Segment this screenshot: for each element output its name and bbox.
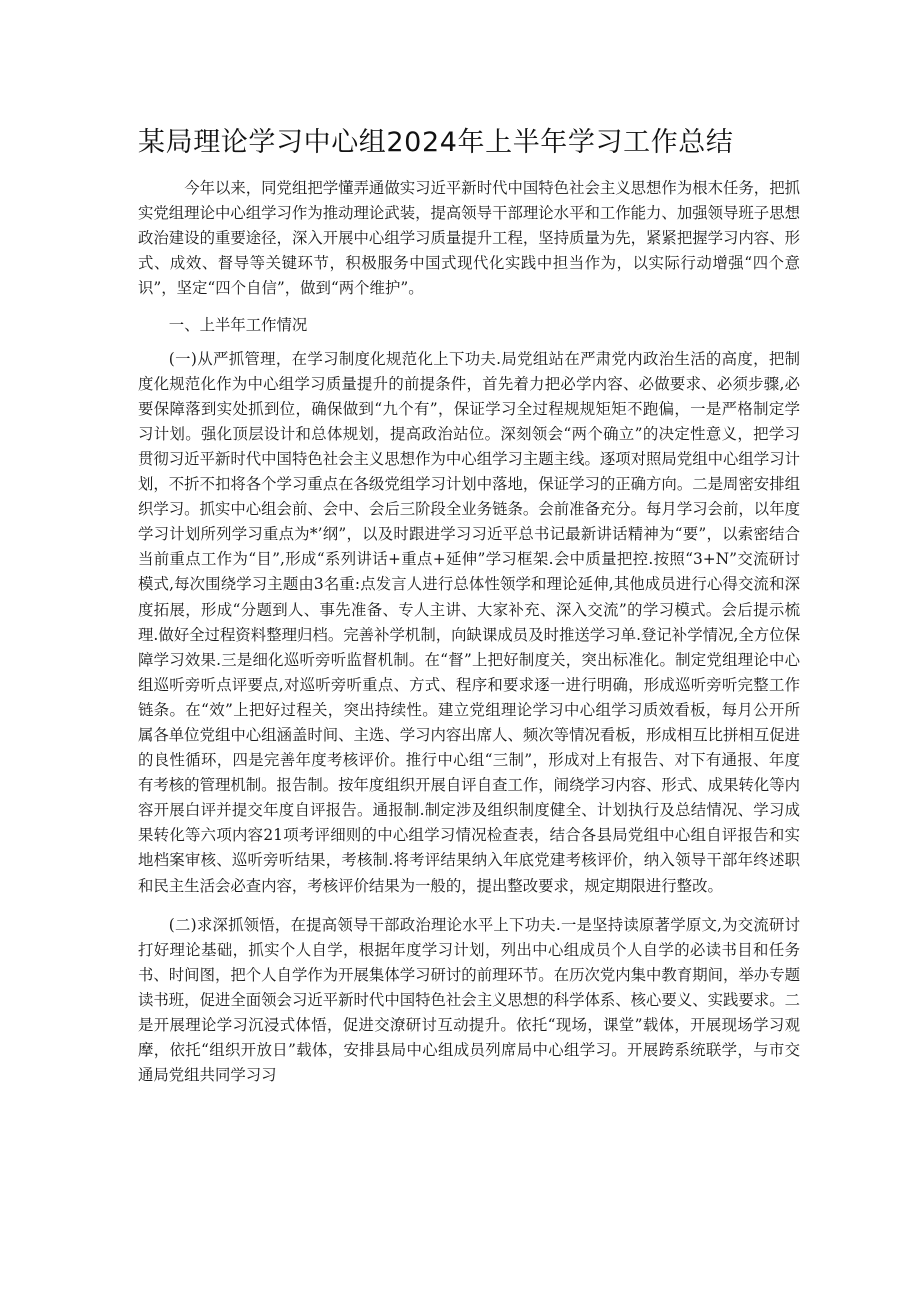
document-title: 某局理论学习中心组2024年上半年学习工作总结 <box>138 127 734 158</box>
section-paragraph-1: (一)从严抓管理，在学习制度化规范化上下功夫.局党组站在严肃党内政治生活的高度，把制度化规范化作为中心组学习质量提升的前提条件，首先着力把必学内容、必做要求、必须步骤,必要保障落到实处抓到位，确保做到“九个有”，保证学习全过程规规矩矩不跑偏，一是严格制定学习计划。强化顶层设计和总体规划，提高政治站位。深刻领会“两个确立”的决定性意义，把学习贯彻习近平新时代中国特色社会主义思想作为中心组学习主题主线。逐项对照局党组中心组学习计划，不折不扣将各个学习重点在各级党组学习计划中落地，保证学习的正确方向。二是周密安排组织学习。抓实中心组会前、会中、会后三阶段全业务链条。会前准备充分。每月学习会前，以年度学习计划所列学习重点为*’纲”，以及时跟进学习习近平总书记最新讲话精神为“要”，以索密结合当前重点工作为“目”,形成“系列讲话+重点+延伸”学习框架.会中质量把控.按照“3+N”交流研讨模式,每次围绕学习主题由3名重:点发言人进行总体性领学和理论延伸,其他成员进行心得交流和深度拓展，形成“分题到人、事先准备、专人主讲、大家补充、深入交流”的学习模式。会后提示梳理.做好全过程资料整理归档。完善补学机制，向缺课成员及时推送学习单.登记补学情况,全方位保障学习效果.三是细化巡听旁听监督机制。在“督”上把好制度关，突出标准化。制定党组理论中心组巡听旁听点评要点,对巡听旁听重点、方式、程序和要求逐一进行明确，形成巡听旁听完整工作链条。在“效”上把好过程关，突出持续性。建立党组理论学习中心组学习质效看板，每月公开所属各单位党组中心组涵盖时间、主选、学习内容出席人、频次等情况看板，形成相互比拼相互促进的良性循环，四是完善年度考核评价。推行中心组“三制”，形成对上有报告、对下有通报、年度有考核的管理机制。报告制。按年度组织开展自评自查工作，闹绕学习内容、形式、成果转化等内容开展白评并提交年度自评报告。通报制.制定涉及组织制度健全、计划执行及总结情况、学习成果转化等六项内容21项考评细则的中心组学习情况检查表，结合各县局党组中心组自评报告和实地档案审核、巡听旁听结果，考核制.将考评结果纳入年底党建考核评价，纳入领导干部年终述职和民主生活会必查内容，考核评价结果为一般的，提出整改要求，规定期限进行整改。 <box>138 349 800 895</box>
intro-paragraph: 今年以来，同党组把学懂弄通做实习近平新时代中国特色社会主义思想作为根木任务，把抓实党组理论中心组学习作为推动理论武装，提高领导干部理论水平和工作能力、加强领导班子思想政治建设的重要途径，深入开展中心组学习质量提升工程，坚持质量为先，紧紧把握学习内容、形式、成效、督导等关键环节，积极服务中国式现代化实践中担当作为，以实际行动增强“四个意识”，坚定“四个自信”，做到“两个维护”。 <box>138 179 800 298</box>
section-heading-1: 一、上半年工作情况 <box>168 316 308 335</box>
section-paragraph-2: (二)求深抓领悟，在提高领导干部政治理论水平上下功夫.一是坚持读原著学原文,为交流研讨打好理论基础，抓实个人自学，根据年度学习计划，列出中心组成员个人自学的必读书目和任务书、时间图，把个人自学作为开展集体学习研讨的前理环节。在历次党内集中教育期间，举办专题读书班，促进全面领会习近平新时代中国特色社会主义思想的科学体系、核心要义、实践要求。二是开展理论学习沉浸式体悟，促进交潦研讨互动提升。依托“现场，课堂”载体，开展现场学习观摩，依托“组织开放日”载体，安排县局中心组成员列席局中心组学习。开展跨系统联学，与市交通局党组共同学习习 <box>138 915 800 1085</box>
document-body <box>138 176 800 1088</box>
